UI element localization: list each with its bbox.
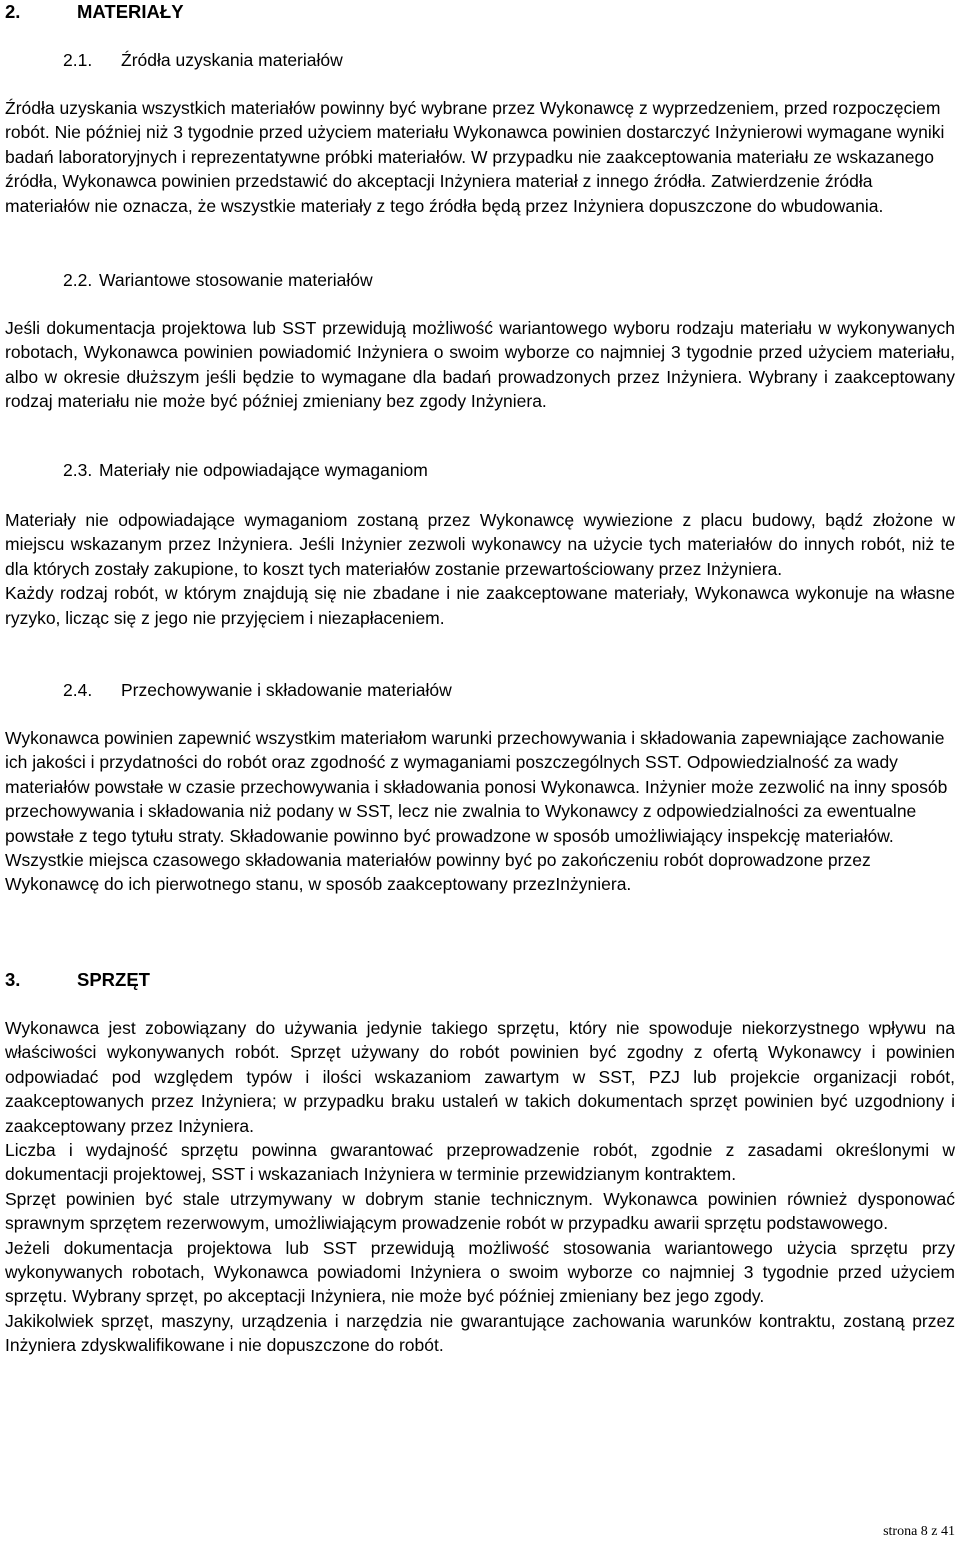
heading-number: 2.1. [63, 50, 93, 70]
section-2-3-body [5, 508, 955, 630]
section-2-4-body [5, 726, 955, 897]
paragraph: Źródła uzyskania wszystkich materiałów powinny być wybrane przez Wykonawcę z wyprzedzeniem, przed rozpoczęciem robót. Nie później niż 3 tygodnie przed użyciem materiału Wykonawca powinien dostarczyć Inżynierowi wymagane wyniki badań laboratoryjnych i reprezentatywne próbki materiałów. W przypadku nie zaakceptowania materiału ze wskazanego źródła, Wykonawca powinien przedstawić do akceptacji Inżyniera materiał z innego źródła. Zatwierdzenie źródła materiałów nie oznacza, że wszystkie materiały z tego źródła będą przez Inżyniera dopuszczone do wbudowania. [5, 98, 945, 216]
paragraph: Wykonawca jest zobowiązany do używania jedynie takiego sprzętu, który nie spowoduje niekorzystnego wpływu na właściwości wykonywanych robót. Sprzęt używany do robót powinien być zgodny z ofertą Wykonawcy i powinien odpowiadać pod względem typów i ilości wskazaniom zawartym w SST, PZJ lub projekcie organizacji robót, zaakceptowanych przez Inżyniera; w przypadku braku ustaleń w takich dokumentach sprzęt powinien być uzgodniony i zaakceptowany przez Inżyniera. [5, 1018, 955, 1136]
paragraph: Liczba i wydajność sprzętu powinna gwarantować przeprowadzenie robót, zgodnie z zasadami określonymi w dokumentacji projektowej, SST i wskazaniach Inżyniera w terminie przewidzianym kontraktem. [5, 1140, 955, 1185]
heading-number: 2.2. [63, 270, 93, 290]
paragraph: Jakikolwiek sprzęt, maszyny, urządzenia i narzędzia nie gwarantujące zachowania warunków kontraktu, zostaną przez Inżyniera zdyskwalifikowane i nie dopuszczone do robót. [5, 1310, 955, 1356]
heading-number: 2. [5, 1, 21, 22]
heading-title: Wariantowe stosowanie materiałów [99, 270, 373, 290]
paragraph: Sprzęt powinien być stale utrzymywany w dobrym stanie technicznym. Wykonawca powinien również dysponować sprawnym sprzętem rezerwowym, umożliwiającym prowadzenie robót w przypadku awarii sprzętu podstawowego. [5, 1188, 955, 1234]
heading-title: Materiały nie odpowiadające wymaganiom [99, 460, 428, 480]
heading-section-2 [5, 0, 184, 24]
heading-section-2-4 [63, 678, 452, 702]
section-3-body [5, 1016, 955, 1358]
paragraph: Każdy rodzaj robót, w którym znajdują się nie zbadane i nie zaakceptowane materiały, Wykonawca wykonuje na własne ryzyko, licząc się z jego nie przyjęciem i niezapłaceniem. [5, 583, 955, 628]
heading-title: MATERIAŁY [77, 1, 184, 22]
heading-section-2-2 [63, 268, 373, 292]
heading-number: 2.4. [63, 680, 93, 700]
heading-number: 2.3. [63, 460, 93, 480]
paragraph: Materiały nie odpowiadające wymaganiom zostaną przez Wykonawcę wywiezione z placu budowy, bądź złożone w miejscu wskazanym przez Inżyniera. Jeśli Inżynier zezwoli wykonawcy na użycie tych materiałów do innych robót, niż te dla których zostały zakupione, to koszt tych materiałów zostanie przewartościowany przez Inżyniera. [5, 510, 955, 579]
section-2-2-body [5, 316, 955, 414]
paragraph: Wszystkie miejsca czasowego składowania materiałów powinny być po zakończeniu robót doprowadzone przez Wykonawcę do ich pierwotnego stanu, w sposób zaakceptowany przezInżyniera. [5, 850, 871, 895]
heading-section-2-1 [63, 48, 343, 72]
heading-number: 3. [5, 969, 21, 990]
paragraph: Jeśli dokumentacja projektowa lub SST przewidują możliwość wariantowego wyboru rodzaju materiału w wykonywanych robotach, Wykonawca powinien powiadomić Inżyniera o swoim wyborze co najmniej 3 tygodnie przed użyciem materiału, albo w okresie dłuższym jeśli będzie to wymagane dla badań prowadzonych przez Inżyniera. Wybrany i zaakceptowany rodzaj materiału nie może być później zmieniany bez zgody Inżyniera. [5, 318, 955, 412]
heading-title: Źródła uzyskania materiałów [121, 50, 343, 70]
heading-title: SPRZĘT [77, 969, 150, 990]
heading-title: Przechowywanie i składowanie materiałów [121, 680, 452, 700]
heading-section-2-3 [63, 458, 428, 482]
paragraph: Wykonawca powinien zapewnić wszystkim materiałom warunki przechowywania i składowania zapewniające zachowanie ich jakości i przydatności do robót oraz zgodność z wymaganiami poszczególnych SST. Odpowiedzialność za wady materiałów powstałe w czasie przechowywania i składowania ponosi Wykonawca. Inżynier może zezwolić na inny sposób przechowywania i składowania niż podany w SST, lecz nie zwalnia to Wykonawcy z odpowiedzialności za ewentualne powstałe z tego tytułu straty. Składowanie powinno być prowadzone w sposób umożliwiający inspekcję materiałów. [5, 728, 948, 846]
section-2-1-body [5, 96, 955, 218]
paragraph: Jeżeli dokumentacja projektowa lub SST przewidują możliwość stosowania wariantowego użycia sprzętu przy wykonywanych robotach, Wykonawca powiadomi Inżyniera o swoim wyborze co najmniej 3 tygodnie przed użyciem sprzętu. Wybrany sprzęt, po akceptacji Inżyniera, nie może być później zmieniany bez jego zgody. [5, 1237, 955, 1307]
heading-section-3 [5, 968, 150, 992]
page-number-footer: strona 8 z 41 [883, 1524, 955, 1539]
